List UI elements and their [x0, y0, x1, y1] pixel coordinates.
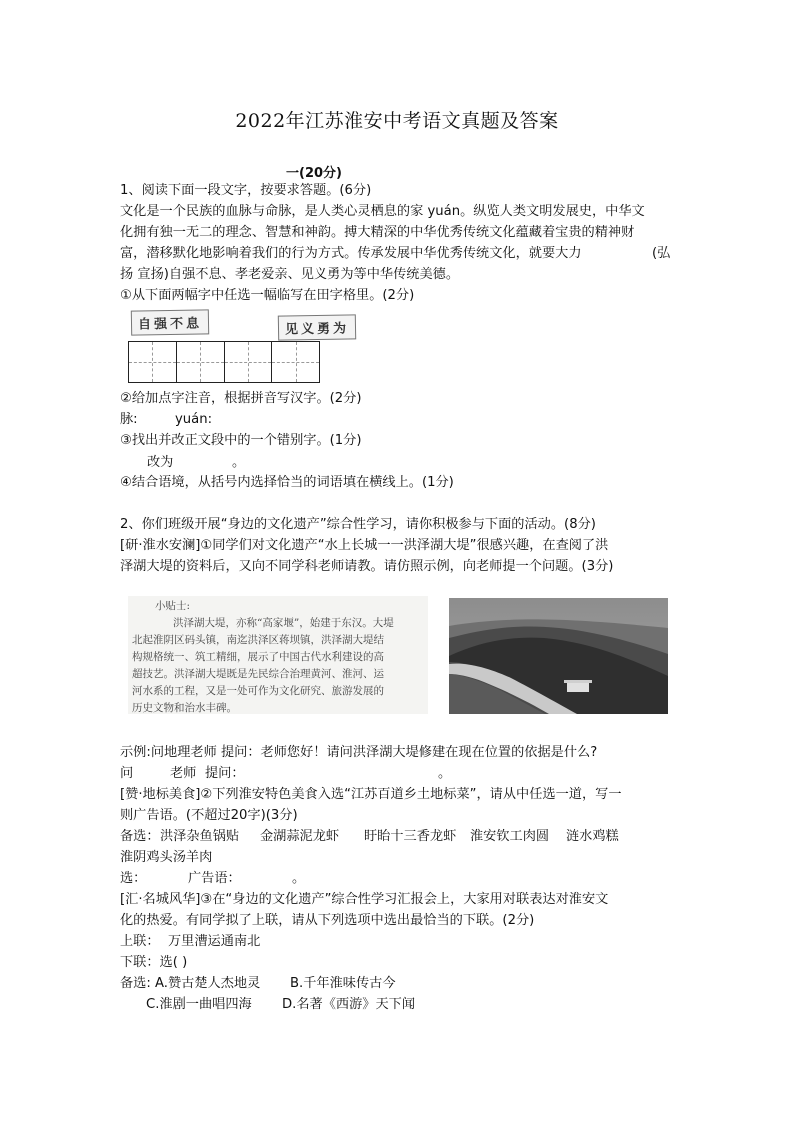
- q2-part2-line: [赞·地标美食]②下列淮安特色美食入选“江苏百道乡土地标菜”，请从中任选一道，写一: [120, 787, 622, 802]
- calligraphy-sample-1: 自强不息: [131, 309, 209, 335]
- slogan-end: 。: [292, 871, 306, 886]
- calligraphy-sample-2: 见义勇为: [278, 314, 356, 340]
- fill-label-mai: 脉:: [120, 412, 138, 427]
- food-option: 盱眙十三香龙虾: [364, 829, 457, 844]
- slogan-label: 广告语：: [188, 871, 241, 886]
- lower-couplet: 下联：选( ): [120, 955, 188, 970]
- document-title: 2022年江苏淮安中考语文真题及答案: [235, 110, 559, 132]
- choice-a: A.赞古楚人杰地灵: [155, 976, 261, 991]
- q1-passage-line: 富，潜移默化地影响着我们的行为方式。传承发展中华优秀传统文化，就要大力: [120, 246, 582, 261]
- ask-teacher: 老师: [170, 766, 197, 781]
- q1-heading: 1、阅读下面一段文字，按要求答题。(6分): [120, 183, 372, 198]
- tips-line: 构规格统一、筑工精细，展示了中国古代水利建设的高: [132, 651, 384, 663]
- q1-passage-line: (弘: [652, 246, 671, 261]
- q1-sub4: ④结合语境，从括号内选择恰当的词语填在横线上。(1分): [120, 475, 454, 490]
- grid-cell[interactable]: [272, 342, 319, 382]
- tips-line: 河水系的工程，又是一处可作为文化研究、旅游发展的: [132, 685, 384, 697]
- tips-line: 历史文物和治水丰碑。: [132, 702, 237, 714]
- q2-part2-line: 则广告语。(不超过20字)(3分): [120, 808, 298, 823]
- food-option: 涟水鸡糕: [566, 829, 619, 844]
- food-option: 淮阴鸡头汤羊肉: [120, 850, 213, 865]
- dike-photo: [449, 598, 668, 714]
- grid-cell[interactable]: [129, 342, 177, 382]
- food-option: 淮安钦工肉圆: [470, 829, 550, 844]
- choices-label: 备选:: [120, 976, 151, 991]
- q2-example: 示例:问地理老师 提问：老师您好！请问洪泽湖大堤修建在现在位置的依据是什么?: [120, 745, 598, 760]
- q1-sub1: ①从下面两幅字中任选一幅临写在田字格里。(2分): [120, 288, 415, 303]
- q1-passage-line: 扬 宣扬)自强不息、孝老爱亲、见义勇为等中华传统美德。: [120, 267, 460, 282]
- choose-label: 选：: [120, 871, 147, 886]
- q1-passage-line: 文化是一个民族的血脉与命脉，是人类心灵栖息的家 yuán。纵览人类文明发展史，中华文: [120, 204, 645, 219]
- food-option: 洪泽杂鱼锅贴: [160, 829, 240, 844]
- ask-wen: 问: [120, 766, 134, 781]
- ask-question: 提问：: [205, 766, 245, 781]
- q1-sub2: ②给加点字注音，根据拼音写汉字。(2分): [120, 391, 362, 406]
- tips-title: 小贴士:: [155, 600, 191, 612]
- q2-part1-line: 泽湖大堤的资料后，又向不同学科老师请教。请仿照示例，向老师提一个问题。(3分): [120, 559, 614, 574]
- foods-label: 备选：: [120, 829, 160, 844]
- tips-line: 北起淮阴区码头镇，南迄洪泽区蒋坝镇，洪泽湖大堤结: [132, 634, 384, 646]
- tian-grid[interactable]: [128, 341, 320, 383]
- q2-part1-line: [研·淮水安澜]①同学们对文化遗产“水上长城一一洪泽湖大堤”很感兴趣，在查阅了洪: [120, 538, 609, 553]
- choice-d: D.名著《西游》天下闻: [282, 997, 416, 1012]
- grid-cell[interactable]: [177, 342, 225, 382]
- section-heading: 一(20分): [286, 166, 342, 181]
- q2-part3-line: [汇·名城风华]③在“身边的文化遗产”综合性学习汇报会上，大家用对联表达对淮安文: [120, 892, 609, 907]
- fill-label-gaiwei: 改为: [147, 455, 174, 470]
- fill-end: 。: [232, 455, 246, 470]
- choice-b: B.千年淮味传古今: [290, 976, 396, 991]
- upper-couplet-label: 上联：: [120, 934, 160, 949]
- ask-end: 。: [438, 766, 452, 781]
- choice-c: C.淮剧一曲唱四海: [146, 997, 252, 1012]
- q1-sub3: ③找出并改正文段中的一个错别字。(1分): [120, 433, 362, 448]
- fill-label-yuan: yuán:: [175, 412, 213, 427]
- upper-couplet: 万里漕运通南北: [168, 934, 261, 949]
- grid-cell[interactable]: [225, 342, 273, 382]
- food-option: 金湖蒜泥龙虾: [260, 829, 340, 844]
- tips-line: 洪泽湖大堤，亦称“高家堰”，始建于东汉。大堤: [173, 617, 394, 629]
- q2-heading: 2、你们班级开展“身边的文化遗产”综合性学习，请你积极参与下面的活动。(8分): [120, 517, 596, 532]
- tips-line: 超技艺。洪泽湖大堤既是先民综合治理黄河、淮河、运: [132, 668, 384, 680]
- q2-part3-line: 化的热爱。有同学拟了上联，请从下列选项中选出最恰当的下联。(2分): [120, 913, 535, 928]
- q1-passage-line: 化拥有独一无二的理念、智慧和神韵。搏大精深的中华优秀传统文化蕴藏着宝贵的精神财: [120, 225, 635, 240]
